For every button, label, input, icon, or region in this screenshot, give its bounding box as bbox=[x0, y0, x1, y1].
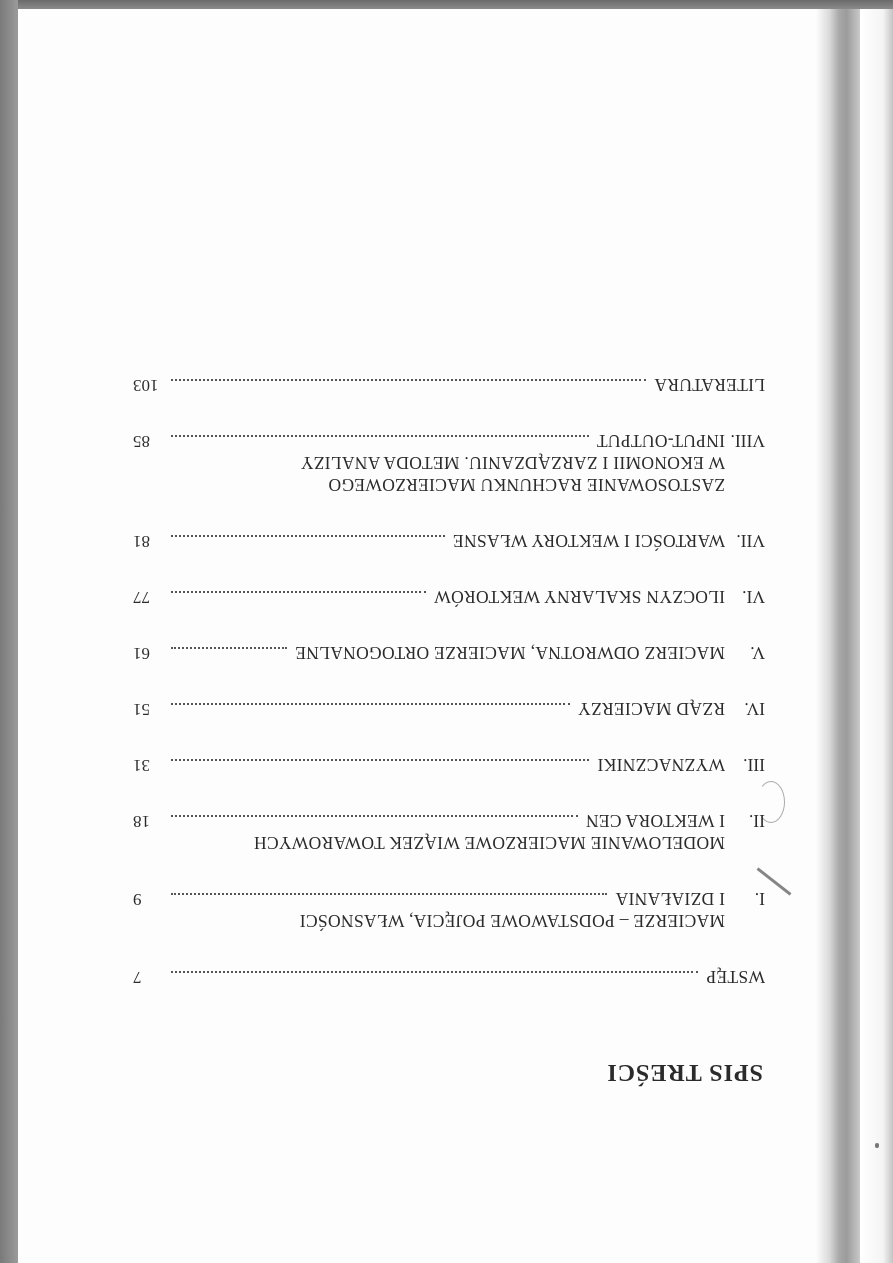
scanner-border-top bbox=[0, 0, 893, 9]
toc-entry-title: WSTĘP bbox=[706, 967, 765, 987]
scanner-border-left bbox=[0, 0, 18, 1263]
toc-entry-title: WYZNACZNIKI bbox=[597, 755, 725, 775]
toc-entry-number: IV. bbox=[744, 699, 765, 719]
dot-leader bbox=[171, 815, 578, 817]
toc-entry-chapter-5 bbox=[133, 642, 765, 664]
toc-entry-number: II. bbox=[748, 811, 765, 831]
toc-entry-literatura bbox=[133, 374, 765, 396]
toc-entry-number: VIII. bbox=[730, 431, 765, 451]
toc-entry-chapter-2 bbox=[133, 810, 765, 854]
toc-entry-number: VI. bbox=[742, 587, 765, 607]
dot-leader bbox=[171, 535, 445, 537]
dot-leader bbox=[171, 647, 287, 649]
toc-entry-number: VII. bbox=[736, 531, 765, 551]
table-of-contents bbox=[133, 340, 765, 988]
toc-entry-title: INPUT-OUTPUT bbox=[596, 431, 725, 451]
toc-entry-page: 7 bbox=[133, 968, 142, 987]
toc-entry-title-line: W EKONOMII I ZARZĄDZANIU. METODA ANALIZY bbox=[300, 453, 725, 473]
toc-entry-chapter-1 bbox=[133, 888, 765, 932]
toc-entry-chapter-4 bbox=[133, 698, 765, 720]
toc-entry-title-line: ZASTOSOWANIE RACHUNKU MACIERZOWEGO bbox=[328, 475, 725, 495]
toc-entry-chapter-8 bbox=[133, 430, 765, 496]
toc-entry-page: 18 bbox=[133, 812, 150, 831]
toc-entry-title: WARTOŚCI I WEKTORY WŁASNE bbox=[452, 531, 725, 551]
page-title: SPIS TREŚCI bbox=[606, 1059, 763, 1085]
toc-entry-title: MACIERZ ODWROTNA, MACIERZE ORTOGONALNE bbox=[295, 643, 725, 663]
toc-entry-page: 51 bbox=[133, 700, 150, 719]
toc-entry-title: ILOCZYN SKALARNY WEKTORÓW bbox=[433, 587, 725, 607]
dot-leader bbox=[171, 759, 589, 761]
toc-entry-title: I WEKTORA CEN bbox=[585, 811, 725, 831]
toc-entry-number: I. bbox=[754, 889, 765, 909]
toc-entry-title: I DZIAŁANIA bbox=[615, 889, 725, 909]
dust-speck bbox=[875, 1143, 879, 1148]
toc-entry-title: LITERATURA bbox=[654, 375, 765, 395]
toc-entry-chapter-3 bbox=[133, 754, 765, 776]
dot-leader bbox=[171, 703, 570, 705]
toc-entry-wstep bbox=[133, 966, 765, 988]
dot-leader bbox=[171, 435, 589, 437]
book-binding-shadow bbox=[830, 9, 860, 1263]
toc-entry-page: 81 bbox=[133, 532, 150, 551]
toc-entry-page: 61 bbox=[133, 644, 150, 663]
toc-entry-page: 31 bbox=[133, 756, 150, 775]
toc-entry-number: V. bbox=[750, 643, 765, 663]
toc-entry-title: RZĄD MACIERZY bbox=[577, 699, 725, 719]
toc-entry-page: 77 bbox=[133, 588, 150, 607]
toc-entry-title-line: MODELOWANIE MACIERZOWE WIĄZEK TOWAROWYCH bbox=[253, 833, 725, 853]
dot-leader bbox=[171, 893, 607, 895]
toc-entry-page: 103 bbox=[133, 376, 159, 395]
toc-entry-page: 85 bbox=[133, 432, 150, 451]
page-edge-light bbox=[860, 9, 893, 1263]
toc-entry-chapter-7 bbox=[133, 530, 765, 552]
toc-entry-title-line: MACIERZE – PODSTAWOWE POJĘCIA, WŁASNOŚCI bbox=[299, 911, 725, 931]
binding-inner-gradient bbox=[816, 9, 830, 1263]
dot-leader bbox=[171, 591, 426, 593]
dot-leader bbox=[171, 971, 698, 973]
toc-entry-chapter-6 bbox=[133, 586, 765, 608]
dot-leader bbox=[171, 379, 646, 381]
toc-entry-number: III. bbox=[743, 755, 765, 775]
toc-entry-page: 9 bbox=[133, 890, 142, 909]
